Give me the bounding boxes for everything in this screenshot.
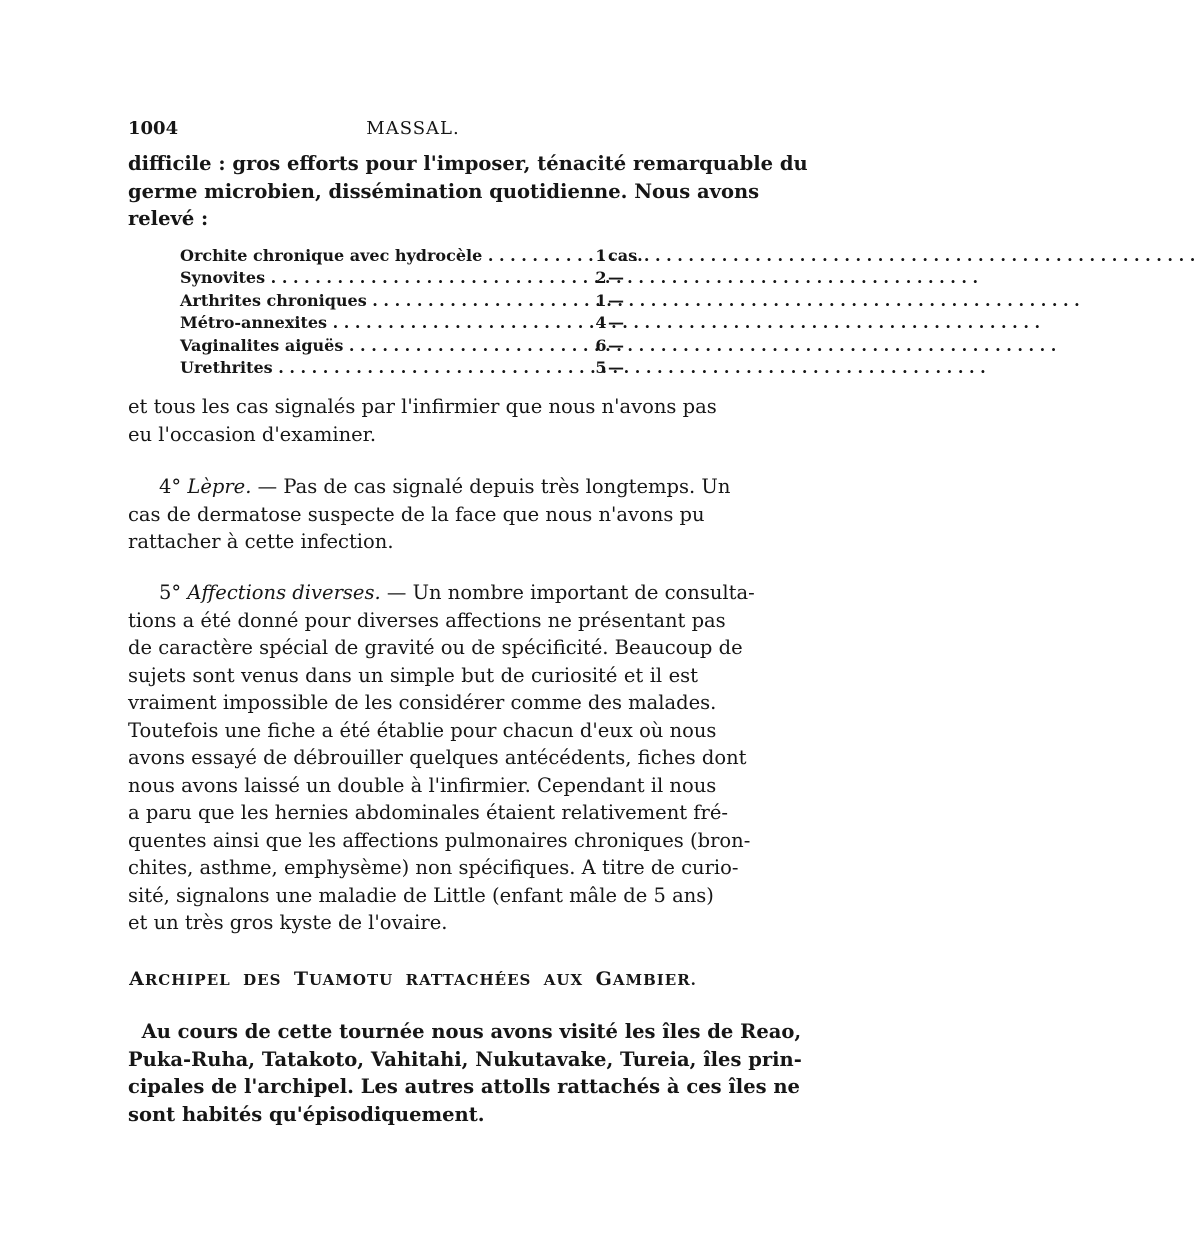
- row-label: Arthrites chroniques . . .: [180, 290, 578, 312]
- row-count: 1: [595, 290, 607, 310]
- text-line: cipales de l'archipel. Les autres attolls rattachés à ces îles ne: [128, 1075, 800, 1098]
- text-line: relevé :: [128, 207, 209, 230]
- text-line: germe microbien, dissémination quotidienne. Nous avons: [128, 179, 760, 203]
- text-line: cas de dermatose suspecte de la face que nous n'avons pu: [128, 502, 705, 526]
- row-unit: —: [608, 335, 624, 355]
- row-count: 5: [595, 357, 607, 377]
- text-line: avons essayé de débrouiller quelques antécédents, fiches dont: [128, 746, 747, 769]
- running-head: MASSAL.: [366, 118, 460, 139]
- row-unit: —: [608, 313, 624, 333]
- row-unit: —: [608, 290, 624, 310]
- table-row: [180, 357, 640, 379]
- text-line: eu l'occasion d'examiner.: [128, 422, 377, 446]
- section-heading: Affections diverses.: [187, 581, 381, 604]
- text-line: Toutefois une fiche a été établie pour chacun d'eux où nous: [128, 718, 717, 742]
- title-word: DES: [243, 971, 282, 989]
- table-row: [180, 335, 640, 357]
- text-line: Au cours de cette tournée nous avons visité les îles de Reao,: [141, 1020, 802, 1043]
- text-line: Puka-Ruha, Tatakoto, Vahitahi, Nukutavake, Tureia, îles prin-: [128, 1047, 802, 1071]
- table-row: [180, 312, 640, 334]
- text-line: a paru que les hernies abdominales étaient relativement fré-: [128, 801, 728, 824]
- text-line: [128, 579, 755, 607]
- text-line: quentes ainsi que les affections pulmonaires chroniques (bron-: [128, 828, 751, 852]
- text-line: sité, signalons une maladie de Little (enfant mâle de 5 ans): [128, 883, 714, 907]
- row-count: 4: [595, 313, 607, 333]
- section-number: 5°: [159, 581, 182, 604]
- row-count: 6: [595, 335, 607, 355]
- closing-paragraph: [128, 1018, 802, 1128]
- title-word: RATTACHÉES: [405, 971, 532, 989]
- text-line: tions a été donné pour diverses affections ne présentant pas: [128, 608, 726, 632]
- page-header: [128, 118, 698, 146]
- text-line: et un très gros kyste de l'ovaire.: [128, 911, 448, 934]
- text-line: vraiment impossible de les considérer comme des malades.: [128, 691, 717, 714]
- text-line: et tous les cas signalés par l'infirmier que nous n'avons pas: [128, 395, 717, 418]
- table-row: [180, 245, 643, 267]
- text-line: difficile : gros efforts pour l'imposer, ténacité remarquable du: [128, 152, 808, 175]
- row-count: 2: [595, 268, 607, 288]
- text-line: [128, 473, 731, 501]
- page-number: 1004: [128, 118, 179, 139]
- lepre-paragraph: [128, 473, 731, 556]
- text-line: sont habités qu'épisodiquement.: [128, 1102, 485, 1126]
- after-table-paragraph: [128, 393, 717, 448]
- text-line: chites, asthme, emphysème) non spécifiques. A titre de curio-: [128, 856, 739, 879]
- row-label: Synovites . . .: [180, 267, 578, 289]
- row-label: Métro-annexites . . .: [180, 312, 578, 334]
- text-line: sujets sont venus dans un simple but de curiosité et il est: [128, 663, 698, 687]
- table-row: [180, 267, 640, 289]
- section-title: [128, 968, 698, 990]
- row-label: Urethrites . . .: [180, 357, 578, 379]
- section-heading: Lèpre.: [187, 475, 252, 498]
- row-unit: —: [608, 357, 624, 377]
- title-word: ARCHIPEL: [129, 968, 231, 990]
- text-line: rattacher à cette infection.: [128, 530, 394, 553]
- row-unit: cas.: [608, 246, 643, 265]
- text-line: de caractère spécial de gravité ou de spécificité. Beaucoup de: [128, 636, 743, 659]
- section-number: 4°: [159, 475, 182, 498]
- title-word: AUX: [543, 971, 584, 989]
- line-text: — Un nombre important de consulta-: [380, 581, 755, 604]
- row-unit: —: [608, 268, 624, 288]
- text-line: nous avons laissé un double à l'infirmier. Cependant il nous: [128, 773, 717, 797]
- intro-paragraph: [128, 150, 808, 233]
- row-count: 1: [595, 246, 607, 265]
- cases-table: [180, 245, 643, 379]
- row-label: Orchite chronique avec hydrocèle . . .: [180, 245, 578, 267]
- affections-paragraph: [128, 579, 755, 937]
- line-text: — Pas de cas signalé depuis très longtemps. Un: [251, 475, 731, 498]
- title-word: TUAMOTU: [293, 968, 394, 990]
- table-row: [180, 290, 640, 312]
- row-label: Vaginalites aiguës . . .: [180, 335, 578, 357]
- title-word: GAMBIER.: [595, 968, 697, 990]
